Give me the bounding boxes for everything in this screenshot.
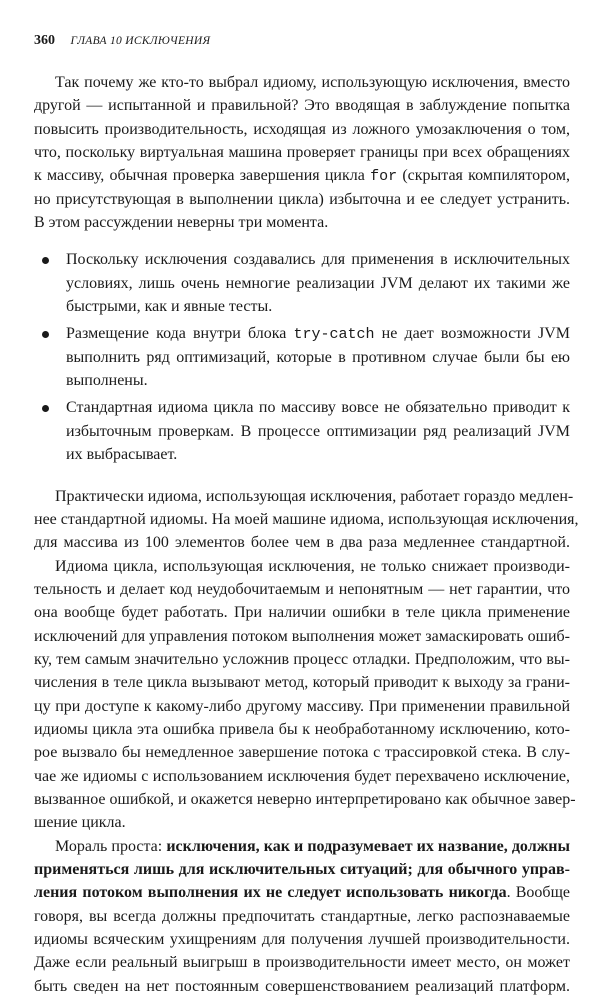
text-line: избыточным проверкам. В процессе оптимизации ряд реализаций JVM [66, 422, 570, 440]
text-line: но присутствующая в выполнении цикла) избыточна и ее следует устранить. [34, 190, 570, 208]
text-line: идиомы цикла эта ошибка привела бы к необработанному исключению, кото- [34, 720, 570, 738]
text-line: Поскольку исключения создавались для применения в исключительных [66, 251, 570, 269]
text-fragment: . Вообще [506, 884, 570, 902]
text-line: выполнены. [66, 372, 148, 390]
text-line: шение цикла. [34, 814, 126, 832]
text-line: тельность и делает код неудобочитаемым и непонятным — нет гарантии, что [34, 580, 570, 598]
text-line: другой — испытанной и правильной? Это вводящая в заблуждение попытка [34, 97, 570, 115]
text-line: Даже если реальный выигрыш в производительности имеет место, он может [34, 954, 570, 972]
text-line: она вообще будет работать. При наличии ошибки в теле цикла применение [34, 604, 570, 622]
text-line: повысить производительность, исходящая из ложного умозаключения о том, [34, 120, 570, 138]
text-line [66, 322, 570, 345]
inline-code: try-catch [293, 326, 375, 344]
inline-code: for [370, 168, 398, 186]
text-line [34, 835, 570, 858]
bullet-item [34, 396, 570, 466]
text-line: Так почему же кто-то выбрал идиому, использующую исключения, вместо [55, 74, 570, 91]
page-body [34, 71, 579, 998]
text-line: цу при доступе к какому-либо другому массиву. При применении правильной [34, 697, 570, 715]
text-line: для массива из 100 элементов более чем в два раза медленнее стандартной. [34, 534, 570, 552]
paragraph-intro [34, 71, 570, 234]
paragraph-performance [34, 485, 579, 555]
text-fragment: к массиву, обычная проверка завершения цикла [34, 167, 371, 185]
paragraph-risks [34, 555, 576, 835]
bold-text-line: применяться лишь для исключительных ситуаций; для обычного управ- [34, 861, 570, 878]
running-title: ГЛАВА 10 ИСКЛЮЧЕНИЯ [70, 35, 211, 47]
text-line: нее стандартной идиомы. На моей машине идиома, использующая исключения, [34, 510, 579, 528]
text-line [34, 881, 570, 904]
bold-text: ления потоком выполнения их не следует использовать никогда [34, 884, 507, 902]
text-line: быть сведен на нет постоянным совершенствованием реализаций платформ. [34, 977, 570, 995]
bullet-list [34, 248, 570, 466]
text-line: говоря, вы всегда должны предпочитать стандартные, легко распознаваемые [34, 907, 570, 925]
text-line: Практически идиома, использующая исключения, работает гораздо медлен- [55, 487, 574, 505]
text-fragment: не дает возможности JVM [374, 325, 570, 343]
text-line: числения в теле цикла вызывают метод, который приводит к выходу за грани- [34, 674, 570, 692]
text-line: чае же идиомы с использованием исключения будет перехвачено исключение, [34, 767, 570, 785]
text-line [34, 164, 570, 187]
page-number: 360 [34, 33, 55, 48]
text-line: рое вызвало бы немедленное завершение потока с трассировкой стека. В слу- [34, 744, 570, 762]
text-line: Идиома цикла, использующая исключения, не только снижает производи- [55, 557, 570, 575]
text-fragment: (скрытая компилятором, [397, 167, 570, 185]
text-fragment: Размещение кода внутри блока [66, 325, 294, 343]
bold-text: исключения, как и подразумевает их название, должны [166, 837, 570, 855]
bullet-dot-icon [42, 405, 49, 412]
bullet-item [34, 248, 570, 318]
bullet-dot-icon [42, 331, 49, 338]
text-line: их выбрасывает. [66, 446, 178, 464]
text-fragment: Мораль проста: [55, 837, 167, 855]
text-line: что, поскольку виртуальная машина проверяет границы при всех обращениях [34, 144, 570, 162]
text-line: В этом рассуждении неверны три момента. [34, 214, 329, 232]
text-line: выполнить ряд оптимизаций, которые в противном случае были бы ею [66, 348, 570, 366]
paragraph-moral [34, 835, 570, 998]
text-line: ку, тем самым значительно усложнив процесс отладки. Предположим, что вы- [34, 650, 570, 668]
page-header [34, 33, 210, 53]
text-line: быстрыми, как и явные тесты. [66, 298, 273, 316]
bullet-item [34, 322, 570, 392]
text-line: идиомы всяческим ухищрениям для получения лучшей производительности. [34, 931, 570, 949]
text-line: условиях, лишь очень немногие реализации JVM делают их такими же [66, 274, 571, 292]
text-line: исключений для управления потоком выполнения может замаскировать ошиб- [34, 627, 570, 645]
bullet-dot-icon [42, 257, 49, 264]
text-line: вызванное ошибкой, и окажется неверно интерпретировано как обычное завер- [34, 790, 576, 808]
text-line: Стандартная идиома цикла по массиву вовсе не обязательно приводит к [66, 399, 570, 417]
